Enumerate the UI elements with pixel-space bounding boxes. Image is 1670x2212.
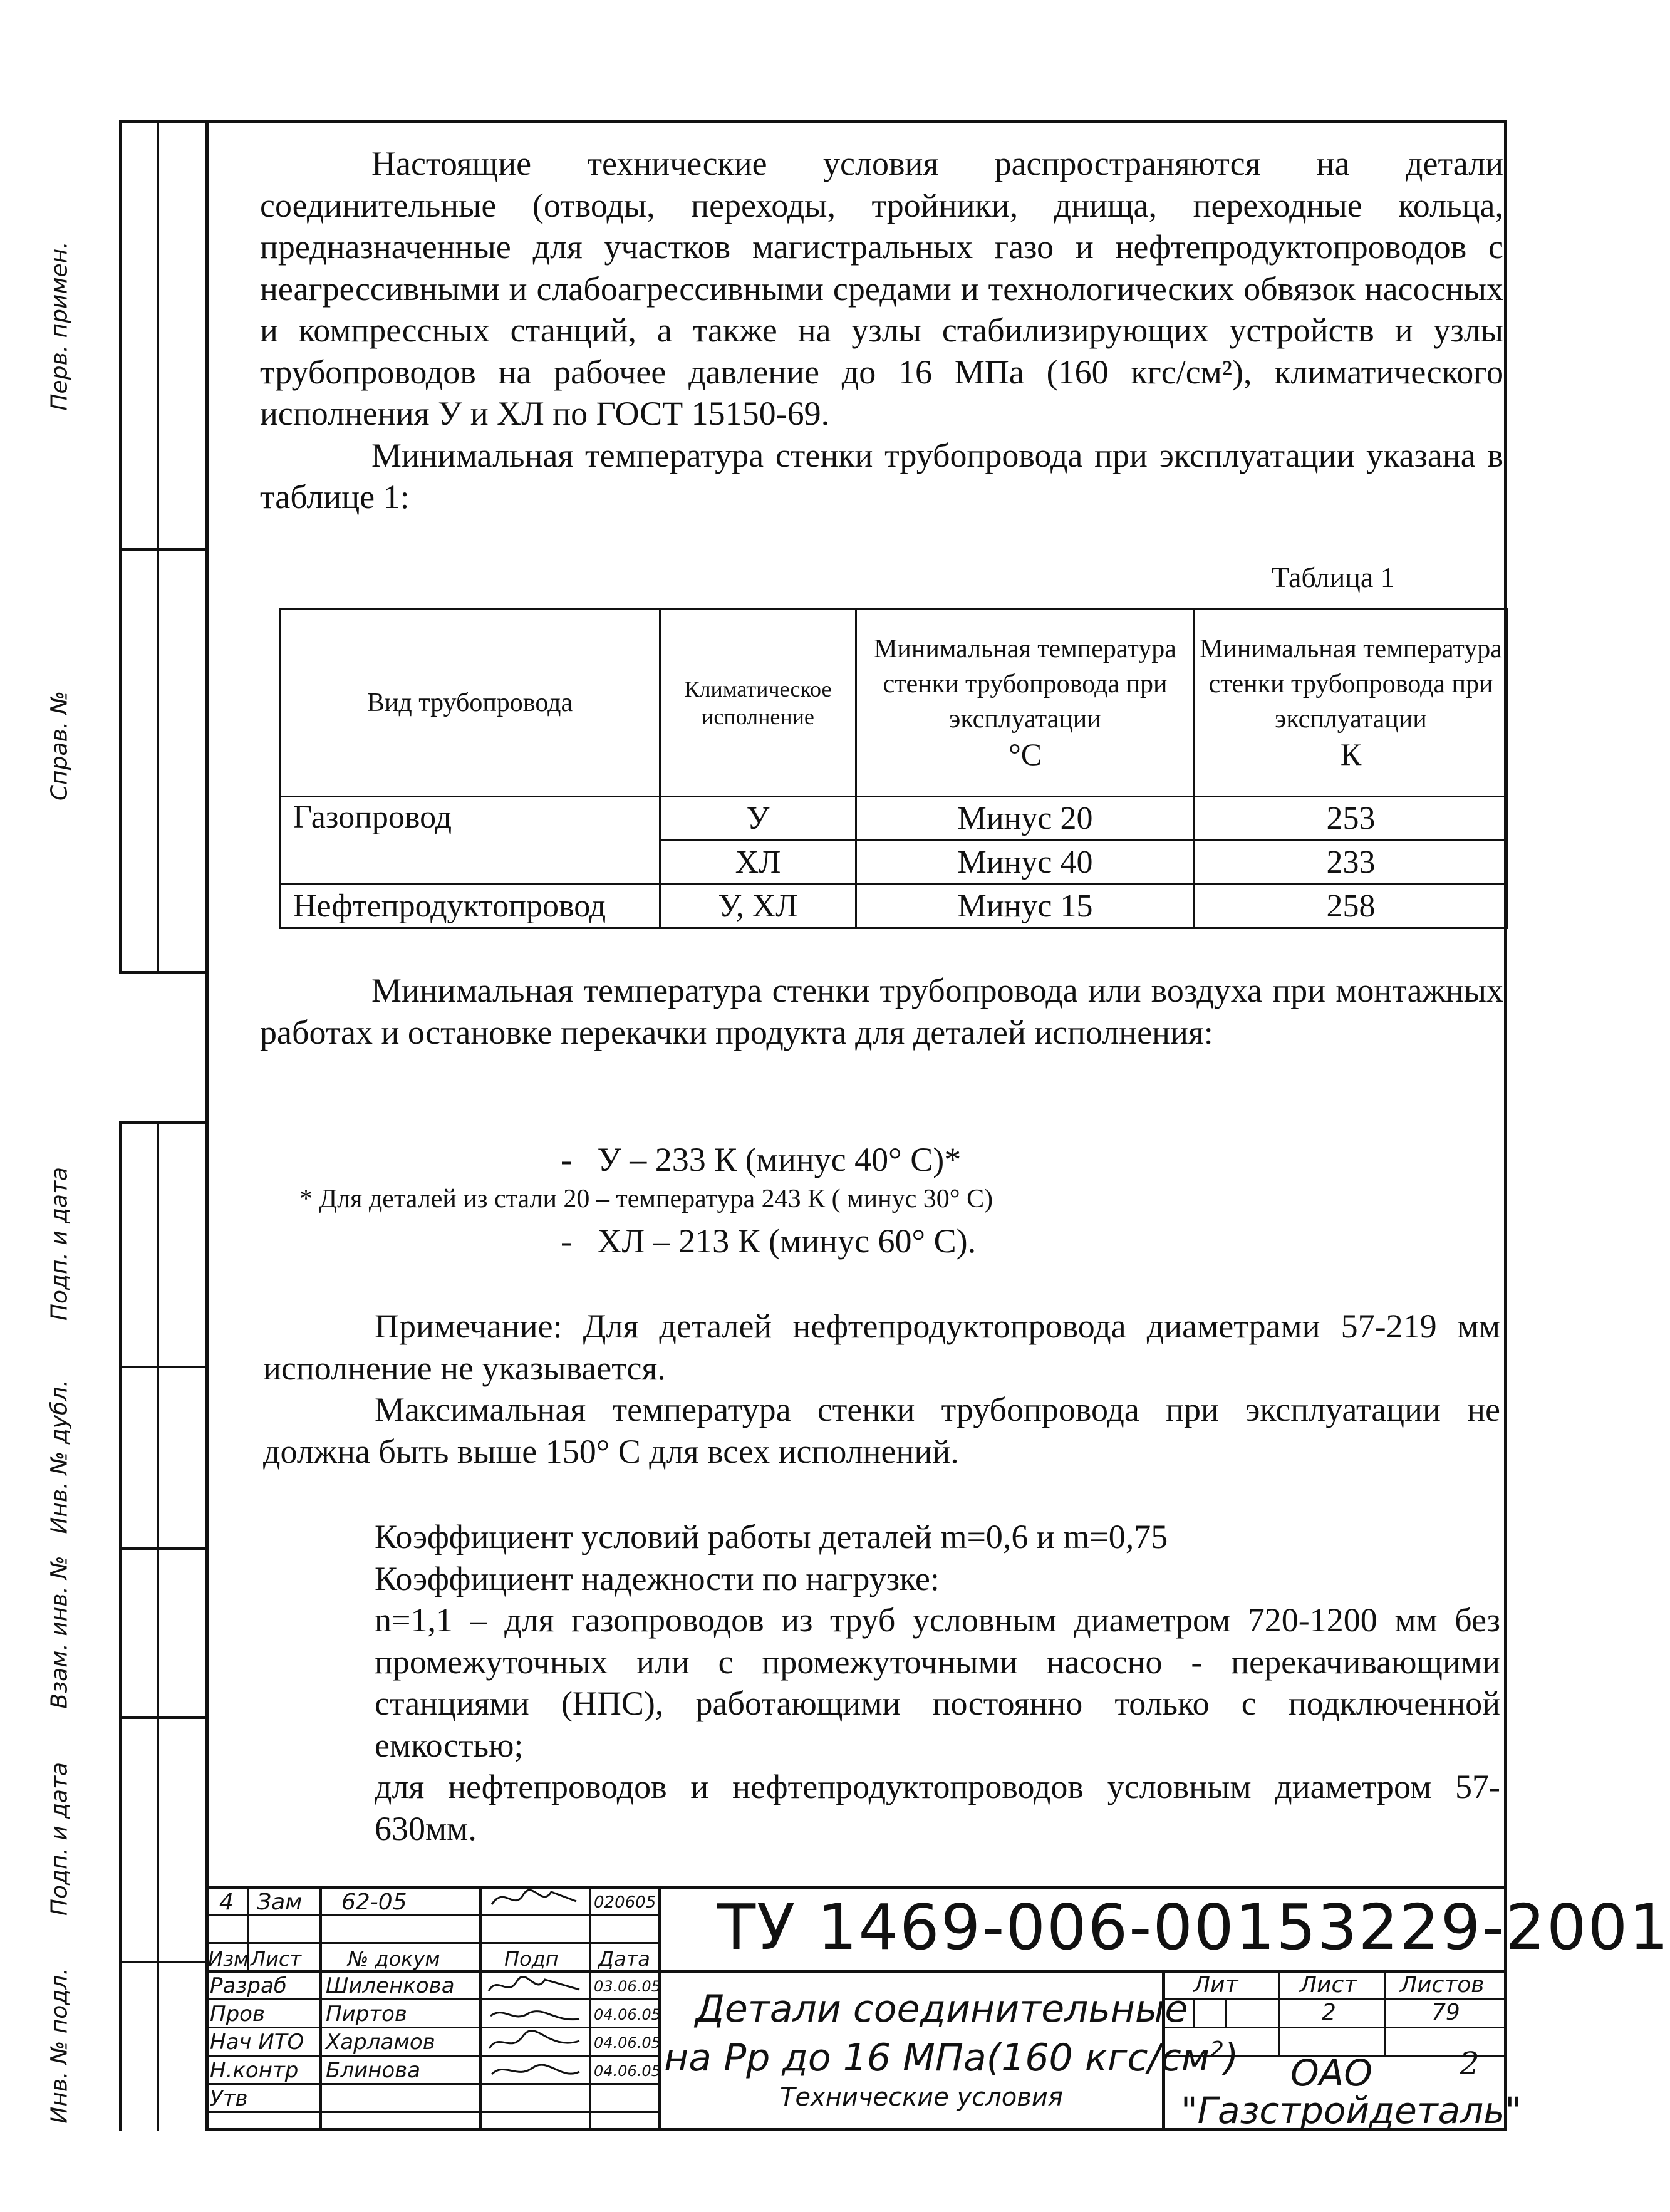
doc-title-line2-text: на Рр до 16 МПа(160 кгс/см	[664, 2036, 1210, 2080]
side-column-hline	[119, 971, 207, 974]
side-column-hline	[119, 1961, 207, 1963]
side-column-divider	[119, 120, 122, 972]
side-column-hline	[119, 1121, 207, 1124]
table-row	[280, 797, 1508, 841]
cell-type: Нефтепродуктопровод	[280, 885, 660, 928]
date-prov: 04.06.05	[594, 2006, 661, 2023]
doc-title-line1: Детали соединительные	[695, 1987, 1188, 2031]
max-temp-paragraph: Максимальная температура стенки трубопровода при эксплуатации не должна быть выше 150° С для всех исполнений.	[263, 1391, 1500, 1470]
stamp-line	[205, 2055, 660, 2057]
cell-temp-k: 258	[1195, 885, 1508, 928]
side-column-divider	[157, 1121, 159, 2131]
change-list: Зам	[257, 1889, 303, 1915]
side-label-podp-data-2: Подп. и дата	[46, 1762, 73, 1916]
side-label-podp-data: Подп. и дата	[46, 1166, 73, 1321]
label-izm: Изм	[208, 1947, 249, 1971]
doc-title-sup: 2	[1209, 2037, 1224, 2063]
coef-work: Коэффициент условий работы деталей m=0,6 и m=0,75	[375, 1518, 1168, 1555]
table-1	[279, 608, 1508, 929]
stamp-line	[205, 1942, 660, 1944]
role-nach-ito: Нач ИТО	[210, 2030, 304, 2055]
cell-temp-k: 233	[1195, 841, 1508, 885]
label-sheets: Листов	[1400, 1972, 1485, 1998]
mounting-footnote: * Для деталей из стали 20 – температура 243 К ( минус 30° С)	[299, 1185, 993, 1213]
label-list: Лист	[251, 1947, 302, 1971]
role-utv: Утв	[210, 2086, 248, 2111]
label-lit: Лит	[1193, 1972, 1238, 1998]
side-column-hline	[119, 120, 207, 123]
coef-reliability: Коэффициент надежности по нагрузке:	[375, 1559, 940, 1597]
signature-razrab	[485, 1972, 586, 2000]
stamp-line	[479, 1886, 482, 2130]
intro-table-ref: Минимальная температура стенки трубопровода при эксплуатации указана в таблице 1:	[260, 436, 1503, 516]
role-nkontr: Н.контр	[210, 2058, 299, 2083]
role-prov: Пров	[210, 2002, 265, 2027]
date-nach-ito: 04.06.05	[594, 2034, 661, 2052]
name-prov: Пиртов	[326, 2002, 407, 2027]
stamp-line	[319, 1886, 322, 2130]
table-caption: Таблица 1	[1272, 561, 1395, 593]
coef-block	[375, 1516, 1500, 1849]
company-line1: ОАО	[1290, 2052, 1372, 2094]
side-label-inv-dubl: Инв. № дубл.	[46, 1379, 73, 1534]
doc-title-line2	[664, 2036, 1238, 2080]
cell-type: Газопровод	[280, 797, 660, 885]
label-sheet: Лист	[1300, 1972, 1357, 1998]
side-column-divider	[157, 120, 159, 972]
side-column-hline	[119, 548, 207, 551]
sheets-total: 79	[1431, 2000, 1460, 2025]
intro-paragraph: Настоящие технические условия распространяются на детали соединительные (отводы, переходы, тройники, днища, переходные кольца, предназначенные для участков магистральных газо и нефтепродуктопроводов с неагрессивными и слабоагрессивными средами и технологических обвязок насосных и компрессных станций, а также на узлы стабилизирующих устройств и узлы трубопроводов на рабочее давление до 16 МПа (160 кгс/см²), климатического исполнения У и ХЛ по ГОСТ 15150-69.	[260, 145, 1503, 432]
change-signature	[489, 1882, 583, 1914]
cell-temp-c: Минус 40	[856, 841, 1195, 885]
side-label-vzam-inv: Взам. инв. №	[46, 1555, 73, 1709]
oil-paragraph: для нефтепроводов и нефтепродуктопроводов условным диаметром 57-630мм.	[375, 1768, 1500, 1847]
stamp-line	[205, 2083, 660, 2085]
stamp-line	[205, 1998, 660, 2000]
stamp-line	[1384, 1970, 1386, 2055]
cell-temp-c: Минус 15	[856, 885, 1195, 928]
name-nach-ito: Харламов	[326, 2030, 435, 2055]
signature-nkontr	[485, 2057, 586, 2085]
stamp-line	[205, 1886, 1507, 1889]
stamp-line	[205, 2111, 660, 2113]
stamp-line	[1225, 1998, 1227, 2027]
header-temp-k: Минимальная температура стенки трубопровода при эксплуатации К	[1195, 609, 1508, 797]
stamp-line	[1193, 1998, 1195, 2027]
stamp-line	[205, 2027, 660, 2028]
stamp-line	[1278, 1970, 1280, 2055]
document-designation: ТУ 1469-006-00153229-2001	[717, 1891, 1670, 1964]
date-razrab: 03.06.05	[594, 1978, 661, 1995]
table-row	[280, 885, 1508, 928]
cell-temp-c: Минус 20	[856, 797, 1195, 841]
sheet-number: 2	[1322, 2000, 1336, 2025]
header-climate: Климатическое исполнение	[660, 609, 856, 797]
signature-nach-ito	[485, 2028, 586, 2057]
company-line2: "Газстройдеталь"	[1181, 2089, 1522, 2132]
signature-prov	[485, 2000, 586, 2028]
cell-climate: ХЛ	[660, 841, 856, 885]
handwritten-page-mark: 2	[1460, 2045, 1480, 2082]
side-column-divider	[119, 1121, 122, 2131]
name-razrab: Шиленкова	[326, 1973, 455, 1998]
mounting-item-hl: - ХЛ – 213 К (минус 60° С).	[561, 1222, 977, 1260]
note-paragraph: Примечание: Для деталей нефтепродуктопровода диаметрами 57-219 мм исполнение не указывается.	[263, 1307, 1500, 1387]
mounting-block	[260, 970, 1503, 1053]
side-column-hline	[119, 1547, 207, 1550]
change-izm: 4	[219, 1889, 234, 1915]
label-doc: № докум	[348, 1947, 440, 1971]
stamp-line	[1164, 2027, 1507, 2028]
mounting-paragraph: Минимальная температура стенки трубопровода или воздуха при монтажных работах и остановке перекачки продукта для деталей исполнения:	[260, 972, 1503, 1051]
role-razrab: Разраб	[210, 1973, 287, 1998]
intro-block	[260, 143, 1503, 518]
mounting-item-u: - У – 233 К (минус 40° С)*	[561, 1141, 962, 1178]
side-label-sprav: Справ. №	[46, 690, 73, 801]
stamp-line	[589, 1886, 591, 2130]
change-doc: 62-05	[341, 1889, 407, 1915]
notes-block	[263, 1306, 1500, 1472]
side-label-inv-podl: Инв. № подл.	[46, 1968, 73, 2124]
side-label-perv-primen: Перв. примен.	[46, 241, 73, 411]
name-nkontr: Блинова	[326, 2058, 421, 2083]
doc-subtitle: Технические условия	[780, 2083, 1063, 2112]
doc-title-close: )	[1223, 2036, 1239, 2080]
change-date: 020605	[594, 1893, 656, 1912]
n11-paragraph: n=1,1 – для газопроводов из труб условным диаметром 720-1200 мм без промежуточных или с промежуточными насосно - перекачивающими станциями (НПС), работающими постоянно только с подключенной емкостью;	[375, 1601, 1500, 1764]
side-column-hline	[119, 1366, 207, 1368]
label-podp: Подп	[504, 1947, 559, 1971]
header-temp-c: Минимальная температура стенки трубопровода при эксплуатации °С	[856, 609, 1195, 797]
cell-temp-k: 253	[1195, 797, 1508, 841]
cell-climate: У	[660, 797, 856, 841]
cell-climate: У, ХЛ	[660, 885, 856, 928]
table-header-row	[280, 609, 1508, 797]
date-nkontr: 04.06.05	[594, 2062, 661, 2080]
side-column-hline	[119, 1716, 207, 1719]
label-data: Дата	[598, 1947, 650, 1971]
header-pipeline-type: Вид трубопровода	[280, 609, 660, 797]
